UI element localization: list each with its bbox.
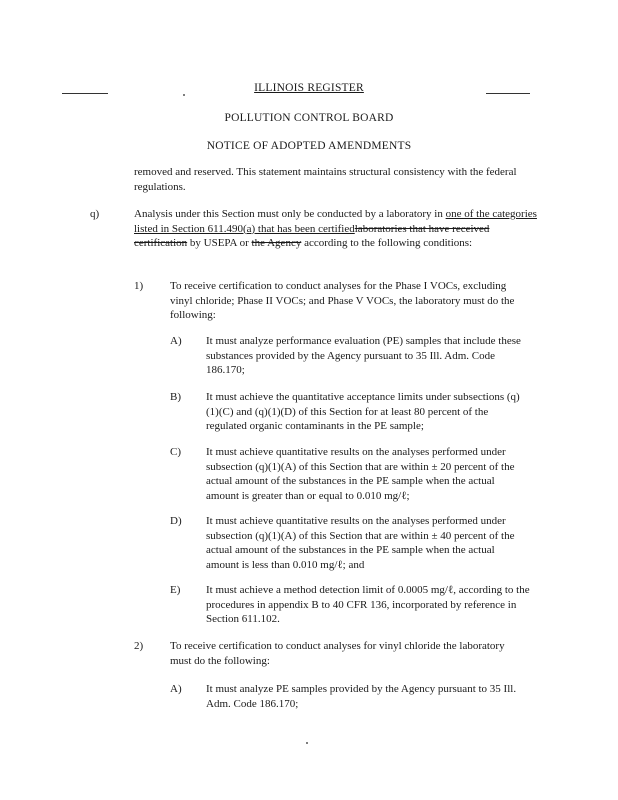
item-1A-label: A): [170, 335, 182, 347]
item-1-label: 1): [134, 280, 144, 292]
item-2-text: To receive certification to conduct analyses for vinyl chloride the laboratory must do the following:: [170, 640, 505, 667]
item-1E-label: E): [170, 584, 181, 596]
item-2-label: 2): [134, 640, 144, 652]
item-1C-label: C): [170, 446, 181, 458]
board-title: POLLUTION CONTROL BOARD: [224, 112, 394, 124]
item-1A-text: It must analyze performance evaluation (PE) samples that include these substances provided by the Agency pursuant to 35 Ill. Adm. Code 186.170;: [206, 335, 521, 376]
item-1B-text: It must achieve the quantitative acceptance limits under subsections (q)(1)(C) and (q)(1)(D) of this Section for at least 80 percent of the regulated organic contaminants in the PE sample;: [206, 391, 520, 432]
inserted-text: one of the categories listed in Section 611.490(a) that has been certified: [134, 208, 537, 235]
item-1D-label: D): [170, 515, 182, 527]
item-1C-text: It must achieve quantitative results on the analyses performed under subsection (q)(1)(A) of this Section that are within ± 20 percent of the actual amount of the substances in the PE sample when the actual amount is greater than or equal to 0.010 mg/ℓ;: [206, 446, 515, 502]
item-2A-label: A): [170, 683, 182, 695]
subsection-q-text: Analysis under this Section must only be conducted by a laboratory in one of the categories listed in Section 611.490(a) that has been certifiedlaboratories that have received certification by USEPA or the Agency according to the following conditions:: [134, 208, 537, 249]
notice-title: NOTICE OF ADOPTED AMENDMENTS: [206, 140, 412, 152]
deleted-text: the Agency: [251, 237, 302, 249]
deleted-text: laboratories that have received certification: [134, 222, 490, 249]
scan-speck: [306, 742, 308, 744]
item-2A-text: It must analyze PE samples provided by the Agency pursuant to 35 Ill. Adm. Code 186.170;: [206, 683, 517, 710]
item-1E-text: It must achieve a method detection limit of 0.0005 mg/ℓ, according to the procedures in appendix B to 40 CFR 136, incorporated by reference in Section 611.102.: [206, 584, 530, 625]
item-1D-text: It must achieve quantitative results on the analyses performed under subsection (q)(1)(A) of this Section that are within ± 40 percent of the actual amount of the substances in the PE sample when the actual amount is less than 0.010 mg/ℓ; and: [206, 515, 515, 571]
item-1B-label: B): [170, 391, 181, 403]
item-1-text: To receive certification to conduct analyses for the Phase I VOCs, excluding vinyl chloride; Phase II VOCs; and Phase V VOCs, the laboratory must do the following:: [170, 280, 515, 321]
subsection-q-label: q): [90, 208, 100, 220]
intro-paragraph: removed and reserved. This statement maintains structural consistency with the federal regulations.: [134, 166, 517, 193]
scan-speck: [183, 94, 185, 96]
register-title: ILLINOIS REGISTER: [254, 82, 364, 94]
